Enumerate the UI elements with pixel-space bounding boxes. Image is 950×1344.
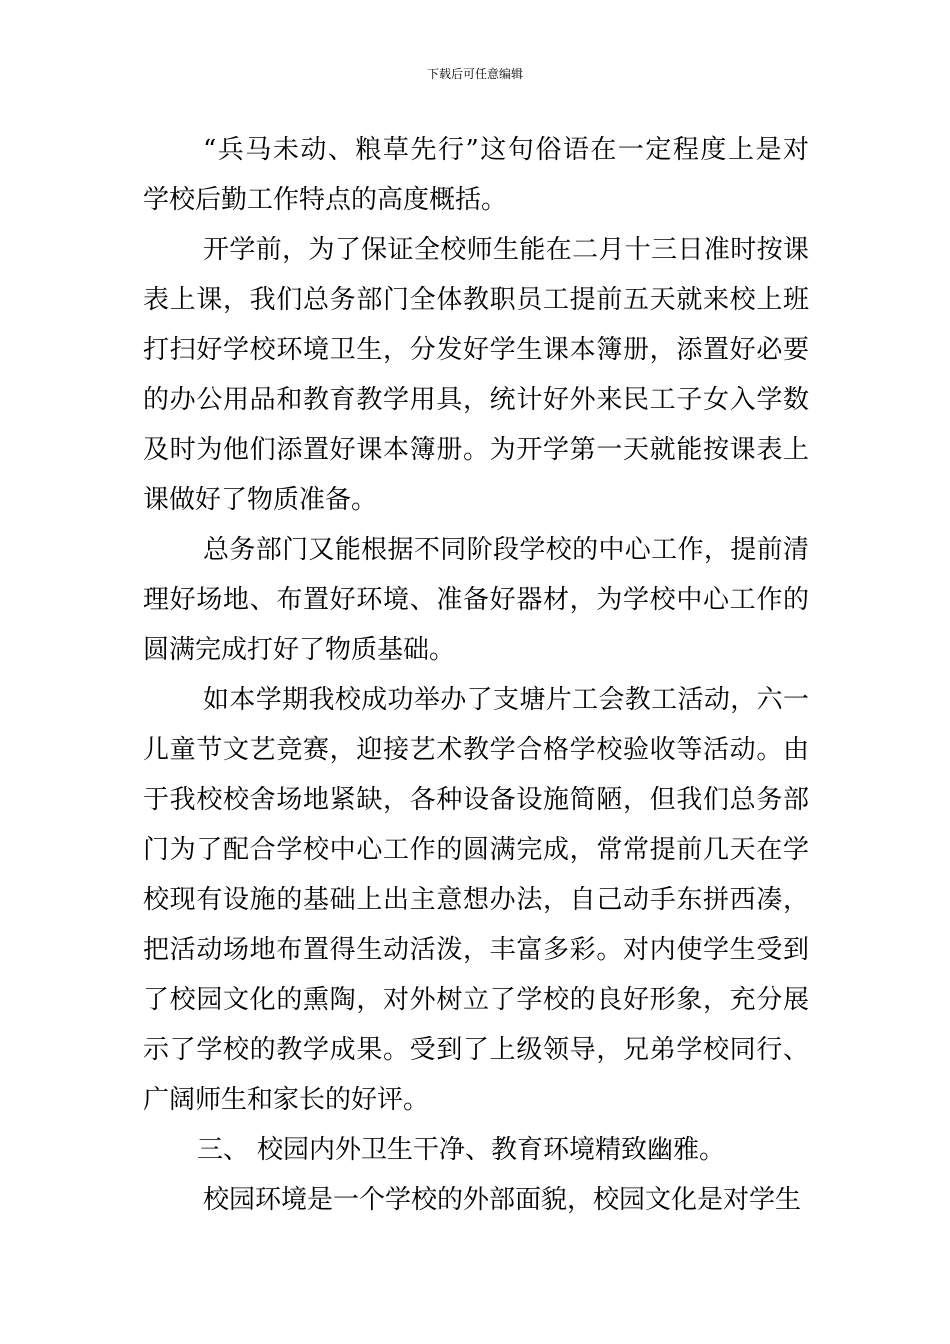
text-line: 表上课，我们总务部门全体教职员工提前五天就来校上班 — [143, 285, 809, 315]
text-line: 示了学校的教学成果。受到了上级领导，兄弟学校同行、 — [143, 1035, 809, 1065]
text-line: 广阔师生和家长的好评。 — [143, 1085, 430, 1115]
text-line: “兵马未动、粮草先行”这句俗语在一定程度上是对 — [203, 135, 809, 165]
section-heading — [143, 1125, 809, 1175]
text-line: 于我校校舍场地紧缺，各种设备设施简陋，但我们总务部 — [143, 785, 809, 815]
section-heading-title: 校园内外卫生干净、教育环境精致幽雅。 — [257, 1135, 726, 1165]
page-header: 下载后可任意编辑 — [426, 67, 523, 81]
text-line: 总务部门又能根据不同阶段学校的中心工作，提前清 — [203, 535, 809, 565]
text-line: 打扫好学校环境卫生，分发好学生课本簿册，添置好必要 — [143, 335, 809, 365]
text-line: 如本学期我校成功举办了支塘片工会教工活动，六一 — [203, 685, 809, 715]
text-line: 了校园文化的熏陶，对外树立了学校的良好形象，充分展 — [143, 985, 809, 1015]
text-line: 的办公用品和教育教学用具，统计好外来民工子女入学数 — [143, 385, 809, 415]
text-line: 及时为他们添置好课本簿册。为开学第一天就能按课表上 — [143, 435, 809, 465]
text-line: 门为了配合学校中心工作的圆满完成，常常提前几天在学 — [143, 835, 809, 865]
text-line: 开学前，为了保证全校师生能在二月十三日准时按课 — [203, 235, 809, 265]
text-line: 校现有设施的基础上出主意想办法，自己动手东拼西凑， — [143, 885, 809, 915]
section-heading-number: 三、 — [197, 1135, 250, 1165]
text-line: 课做好了物质准备。 — [143, 485, 378, 515]
text-line: 校园环境是一个学校的外部面貌，校园文化是对学生 — [203, 1185, 802, 1215]
text-line: 儿童节文艺竞赛，迎接艺术教学合格学校验收等活动。由 — [143, 735, 809, 765]
text-line: 理好场地、布置好环境、准备好器材，为学校中心工作的 — [143, 585, 809, 615]
text-line: 学校后勤工作特点的高度概括。 — [143, 185, 508, 215]
text-line: 把活动场地布置得生动活泼，丰富多彩。对内使学生受到 — [143, 935, 809, 965]
document-body — [143, 125, 809, 1225]
text-line: 圆满完成打好了物质基础。 — [143, 635, 456, 665]
